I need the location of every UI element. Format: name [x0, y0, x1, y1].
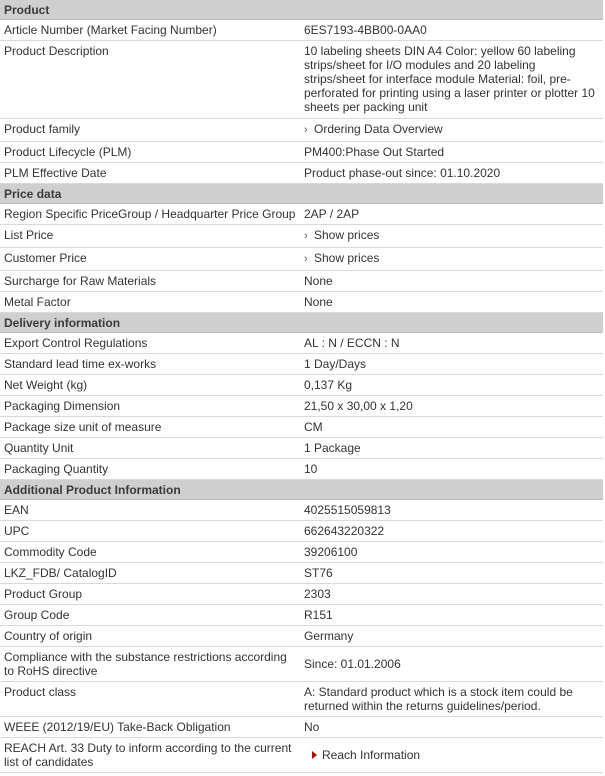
row-customer-price: [0, 248, 603, 271]
row-commodity-code: [0, 542, 603, 563]
quantity-unit-value: 1 Package: [304, 441, 361, 455]
row-package-unit: [0, 417, 603, 438]
product-group-value: 2303: [304, 587, 331, 601]
row-label: Product family: [4, 122, 81, 136]
row-label: Package size unit of measure: [4, 420, 162, 434]
row-weee: [0, 717, 603, 738]
plm-value: PM400:Phase Out Started: [304, 145, 445, 159]
section-header-additional-information: Additional Product Information: [0, 480, 603, 500]
lead-time-value: 1 Day/Days: [304, 357, 367, 371]
row-group-code: [0, 605, 603, 626]
row-reach: [0, 738, 603, 773]
row-export-control: [0, 333, 603, 354]
product-description-value: 10 labeling sheets DIN A4 Color: yellow 60 labeling strips/sheet for I/O modules and 20 labeling strips/sheet for interface module Material: foil, pre-perforated for printing using a laser printer or plotter 10 sheets per packing unit: [304, 44, 595, 114]
row-label: Standard lead time ex-works: [4, 357, 157, 371]
catalog-id-value: ST76: [304, 566, 333, 580]
export-control-value: AL : N / ECCN : N: [304, 336, 400, 350]
weee-value: No: [304, 720, 320, 734]
ean-value: 4025515059813: [304, 503, 391, 517]
metal-factor-value: None: [304, 295, 333, 309]
row-label: Product Group: [4, 587, 83, 601]
packaging-dimension-value: 21,50 x 30,00 x 1,20: [304, 399, 413, 413]
surcharge-value: None: [304, 274, 333, 288]
section-header-delivery-information: Delivery information: [0, 313, 603, 333]
row-label: Surcharge for Raw Materials: [4, 274, 157, 288]
row-label: Export Control Regulations: [4, 336, 148, 350]
chevron-right-icon: ›: [304, 124, 308, 136]
row-product-class: [0, 682, 603, 717]
packaging-quantity-value: 10: [304, 462, 318, 476]
triangle-right-icon: [312, 751, 317, 759]
link-label[interactable]: Reach Information: [322, 748, 421, 762]
row-label: Product Lifecycle (PLM): [4, 145, 132, 159]
row-label: Net Weight (kg): [4, 378, 88, 392]
row-ean: [0, 500, 603, 521]
row-label: Compliance with the substance restrictions according to RoHS directive: [4, 650, 287, 678]
row-label: Group Code: [4, 608, 70, 622]
row-label: Metal Factor: [4, 295, 71, 309]
customer-price-link[interactable]: [300, 248, 603, 270]
row-label: EAN: [4, 503, 29, 517]
commodity-code-value: 39206100: [304, 545, 358, 559]
row-product-family: [0, 119, 603, 142]
section-header-product: Product: [0, 0, 603, 20]
section-header-price-data: Price data: [0, 184, 603, 204]
net-weight-value: 0,137 Kg: [304, 378, 353, 392]
row-article-number: [0, 20, 603, 41]
country-of-origin-value: Germany: [304, 629, 354, 643]
row-plm: [0, 142, 603, 163]
link-label[interactable]: Ordering Data Overview: [314, 122, 443, 136]
row-label: Country of origin: [4, 629, 93, 643]
row-quantity-unit: [0, 438, 603, 459]
row-label: Product class: [4, 685, 77, 699]
row-country-of-origin: [0, 626, 603, 647]
row-label: List Price: [4, 228, 54, 242]
row-label: Quantity Unit: [4, 441, 74, 455]
row-label: Packaging Dimension: [4, 399, 121, 413]
chevron-right-icon: ›: [304, 230, 308, 242]
group-code-value: R151: [304, 608, 333, 622]
row-label: Packaging Quantity: [4, 462, 109, 476]
row-list-price: [0, 225, 603, 248]
row-product-description: [0, 41, 603, 119]
link-label[interactable]: Show prices: [314, 251, 380, 265]
price-group-value: 2AP / 2AP: [304, 207, 360, 221]
row-product-group: [0, 584, 603, 605]
chevron-right-icon: ›: [304, 253, 308, 265]
product-class-value: A: Standard product which is a stock item could be returned within the returns guidelines/period.: [304, 685, 573, 713]
reach-information-link[interactable]: [300, 738, 603, 772]
row-lead-time: [0, 354, 603, 375]
list-price-link[interactable]: [300, 225, 603, 247]
link-label[interactable]: Show prices: [314, 228, 380, 242]
row-packaging-quantity: [0, 459, 603, 480]
row-label: Region Specific PriceGroup / Headquarter Price Group: [4, 207, 296, 221]
row-catalog-id: [0, 563, 603, 584]
row-upc: [0, 521, 603, 542]
row-label: WEEE (2012/19/EU) Take-Back Obligation: [4, 720, 231, 734]
row-label: Customer Price: [4, 251, 87, 265]
row-label: Product Description: [4, 44, 109, 58]
upc-value: 662643220322: [304, 524, 385, 538]
row-net-weight: [0, 375, 603, 396]
row-label: Commodity Code: [4, 545, 97, 559]
plm-effective-date-value: Product phase-out since: 01.10.2020: [304, 166, 501, 180]
row-label: Article Number (Market Facing Number): [4, 23, 217, 37]
row-price-group: [0, 204, 603, 225]
row-rohs-compliance: [0, 647, 603, 682]
row-metal-factor: [0, 292, 603, 313]
article-number-value: 6ES7193-4BB00-0AA0: [304, 23, 427, 37]
row-raw-material-surcharge: [0, 271, 603, 292]
package-unit-value: CM: [304, 420, 323, 434]
ordering-data-link[interactable]: [300, 119, 603, 141]
row-packaging-dimension: [0, 396, 603, 417]
row-label: PLM Effective Date: [4, 166, 107, 180]
row-plm-effective-date: [0, 163, 603, 184]
rohs-compliance-value: Since: 01.01.2006: [304, 657, 401, 671]
row-label: UPC: [4, 524, 30, 538]
row-label: REACH Art. 33 Duty to inform according to the current list of candidates: [4, 741, 292, 769]
row-label: LKZ_FDB/ CatalogID: [4, 566, 117, 580]
